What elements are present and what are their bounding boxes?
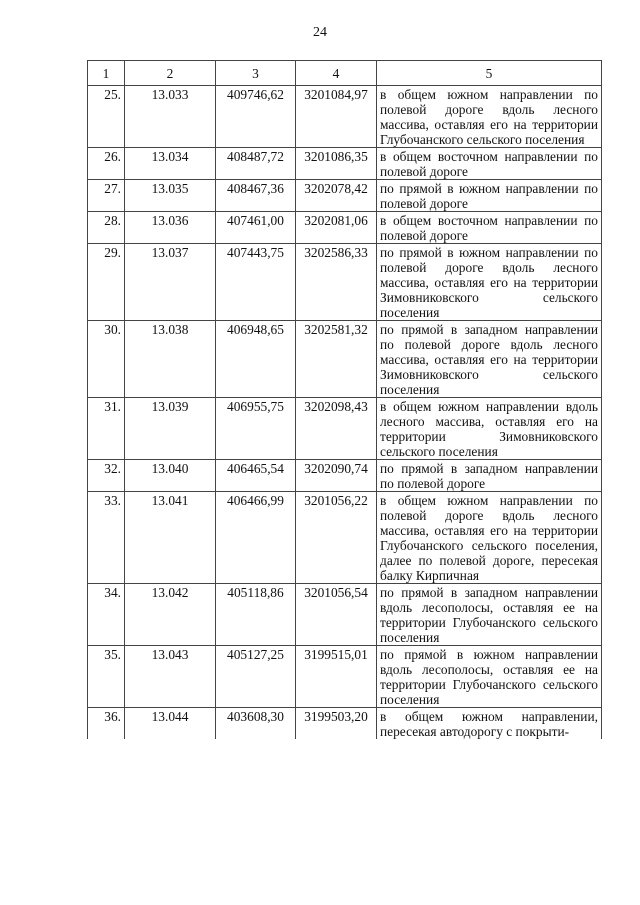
table-row [88,492,602,584]
description-cell: в общем южном направлении по полевой дороге вдоль лесного массива, оставляя его на территории Глубочанского сельского поселения, далее по полевой дороге, пересекая балку Кирпичная [377,492,602,584]
x-coordinate-cell: 406955,75 [216,398,296,460]
y-coordinate-cell: 3201056,22 [296,492,377,584]
point-id-cell: 13.044 [125,708,216,740]
point-id-cell: 13.034 [125,148,216,180]
y-coordinate-cell: 3201056,54 [296,584,377,646]
table-header-row [88,61,602,86]
x-coordinate-cell: 409746,62 [216,86,296,148]
x-coordinate-cell: 408487,72 [216,148,296,180]
description-cell: по прямой в западном направлении по полевой дороге [377,460,602,492]
row-number-cell: 30. [88,321,125,398]
row-number-cell: 27. [88,180,125,212]
row-number-cell: 31. [88,398,125,460]
row-number-cell: 32. [88,460,125,492]
coordinates-table [87,60,602,739]
table-row [88,212,602,244]
table-row [88,646,602,708]
point-id-cell: 13.038 [125,321,216,398]
row-number-cell: 33. [88,492,125,584]
y-coordinate-cell: 3202581,32 [296,321,377,398]
row-number-cell: 26. [88,148,125,180]
row-number-cell: 36. [88,708,125,740]
row-number-cell: 25. [88,86,125,148]
description-cell: по прямой в западном направлении вдоль лесополосы, оставляя ее на территории Глубочанского сельского поселения [377,584,602,646]
x-coordinate-cell: 405127,25 [216,646,296,708]
row-number-cell: 28. [88,212,125,244]
description-cell: в общем восточном направлении по полевой дороге [377,212,602,244]
column-header: 2 [125,61,216,86]
y-coordinate-cell: 3201086,35 [296,148,377,180]
table-row [88,708,602,740]
table-row [88,244,602,321]
point-id-cell: 13.042 [125,584,216,646]
description-cell: по прямой в южном направлении вдоль лесополосы, оставляя ее на территории Глубочанского сельского поселения [377,646,602,708]
table-row [88,86,602,148]
y-coordinate-cell: 3199515,01 [296,646,377,708]
y-coordinate-cell: 3202078,42 [296,180,377,212]
table-row [88,398,602,460]
x-coordinate-cell: 406948,65 [216,321,296,398]
point-id-cell: 13.040 [125,460,216,492]
row-number-cell: 29. [88,244,125,321]
table-body [88,86,602,740]
row-number-cell: 35. [88,646,125,708]
table-row [88,321,602,398]
x-coordinate-cell: 406466,99 [216,492,296,584]
description-cell: по прямой в южном направлении по полевой дороге [377,180,602,212]
table-row [88,148,602,180]
point-id-cell: 13.035 [125,180,216,212]
column-header: 1 [88,61,125,86]
y-coordinate-cell: 3202090,74 [296,460,377,492]
column-header: 5 [377,61,602,86]
y-coordinate-cell: 3202081,06 [296,212,377,244]
x-coordinate-cell: 405118,86 [216,584,296,646]
table-row [88,180,602,212]
x-coordinate-cell: 408467,36 [216,180,296,212]
description-cell: по прямой в западном направлении по полевой дороге вдоль лесного массива, оставляя его на территории Зимовниковского сельского поселения [377,321,602,398]
description-cell: в общем южном направлении вдоль лесного массива, оставляя его на территории Зимовниковского сельского поселения [377,398,602,460]
point-id-cell: 13.039 [125,398,216,460]
page-number: 24 [313,25,327,40]
point-id-cell: 13.033 [125,86,216,148]
x-coordinate-cell: 407443,75 [216,244,296,321]
column-header: 4 [296,61,377,86]
x-coordinate-cell: 407461,00 [216,212,296,244]
y-coordinate-cell: 3202098,43 [296,398,377,460]
description-cell: в общем южном направлении, пересекая автодорогу с покрыти- [377,708,602,740]
column-header: 3 [216,61,296,86]
x-coordinate-cell: 403608,30 [216,708,296,740]
table-row [88,460,602,492]
row-number-cell: 34. [88,584,125,646]
point-id-cell: 13.037 [125,244,216,321]
y-coordinate-cell: 3201084,97 [296,86,377,148]
y-coordinate-cell: 3202586,33 [296,244,377,321]
point-id-cell: 13.036 [125,212,216,244]
y-coordinate-cell: 3199503,20 [296,708,377,740]
x-coordinate-cell: 406465,54 [216,460,296,492]
point-id-cell: 13.041 [125,492,216,584]
description-cell: в общем южном направлении по полевой дороге вдоль лесного массива, оставляя его на территории Глубочанского сельского поселения [377,86,602,148]
point-id-cell: 13.043 [125,646,216,708]
description-cell: по прямой в южном направлении по полевой дороге вдоль лесного массива, оставляя его на территории Зимовниковского сельского поселения [377,244,602,321]
description-cell: в общем восточном направлении по полевой дороге [377,148,602,180]
table-row [88,584,602,646]
